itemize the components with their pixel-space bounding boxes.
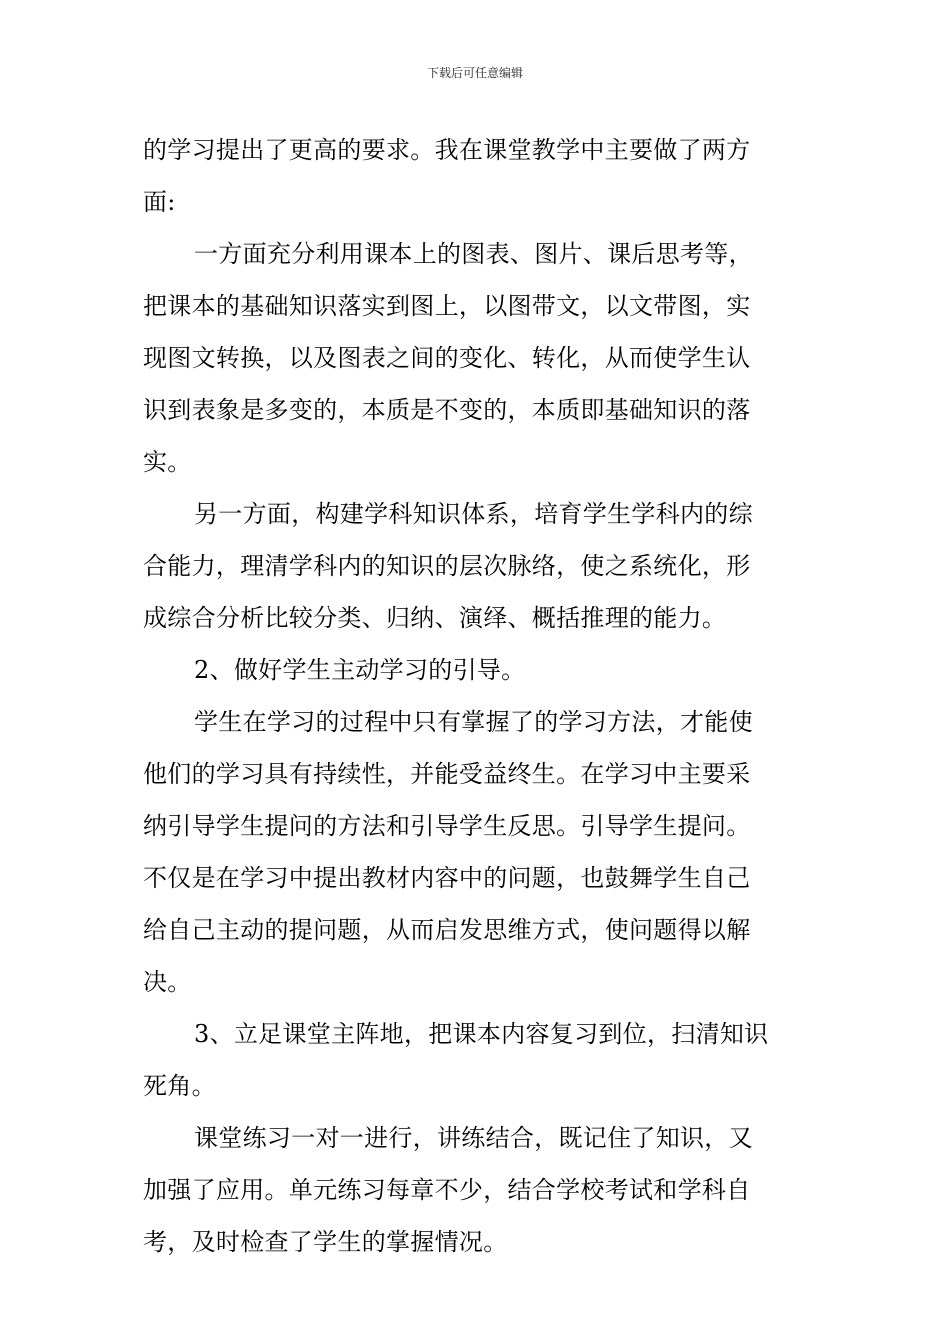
text-line: 考，及时检查了学生的掌握情况。 <box>143 1228 508 1256</box>
text-line: 另一方面，构建学科知识体系，培育学生学科内的综 <box>194 500 753 528</box>
text-line: 加强了应用。单元练习每章不少，结合学校考试和学科自 <box>143 1176 751 1204</box>
text-line: 课堂练习一对一进行，讲练结合，既记住了知识，又 <box>194 1124 753 1152</box>
page-header-note: 下载后可任意编辑 <box>426 66 523 80</box>
text-line: 学生在学习的过程中只有掌握了的学习方法，才能使 <box>194 708 753 736</box>
text-line: 他们的学习具有持续性，并能受益终生。在学习中主要采 <box>143 760 751 788</box>
text-line: 合能力，理清学科内的知识的层次脉络，使之系统化，形 <box>143 552 751 580</box>
text-line: 2、做好学生主动学习的引导。 <box>194 656 526 684</box>
text-line: 实。 <box>143 448 192 476</box>
text-line: 面: <box>143 188 176 216</box>
text-line: 把课本的基础知识落实到图上，以图带文，以文带图，实 <box>143 292 751 320</box>
text-line: 死角。 <box>143 1072 216 1100</box>
text-line: 成综合分析比较分类、归纳、演绎、概括推理的能力。 <box>143 604 727 632</box>
text-line: 识到表象是多变的，本质是不变的，本质即基础知识的落 <box>143 396 751 424</box>
text-line: 不仅是在学习中提出教材内容中的问题，也鼓舞学生自己 <box>143 864 751 892</box>
text-line: 给自己主动的提问题，从而启发思维方式，使问题得以解 <box>143 916 751 944</box>
text-line: 决。 <box>143 968 192 996</box>
text-line: 一方面充分利用课本上的图表、图片、课后思考等， <box>194 240 753 268</box>
text-line: 的学习提出了更高的要求。我在课堂教学中主要做了两方 <box>143 136 751 164</box>
text-line: 现图文转换，以及图表之间的变化、转化，从而使学生认 <box>143 344 751 372</box>
document-body <box>143 124 808 1268</box>
text-line: 3、立足课堂主阵地，把课本内容复习到位，扫清知识 <box>194 1020 769 1048</box>
text-line: 纳引导学生提问的方法和引导学生反思。引导学生提问。 <box>143 812 751 840</box>
